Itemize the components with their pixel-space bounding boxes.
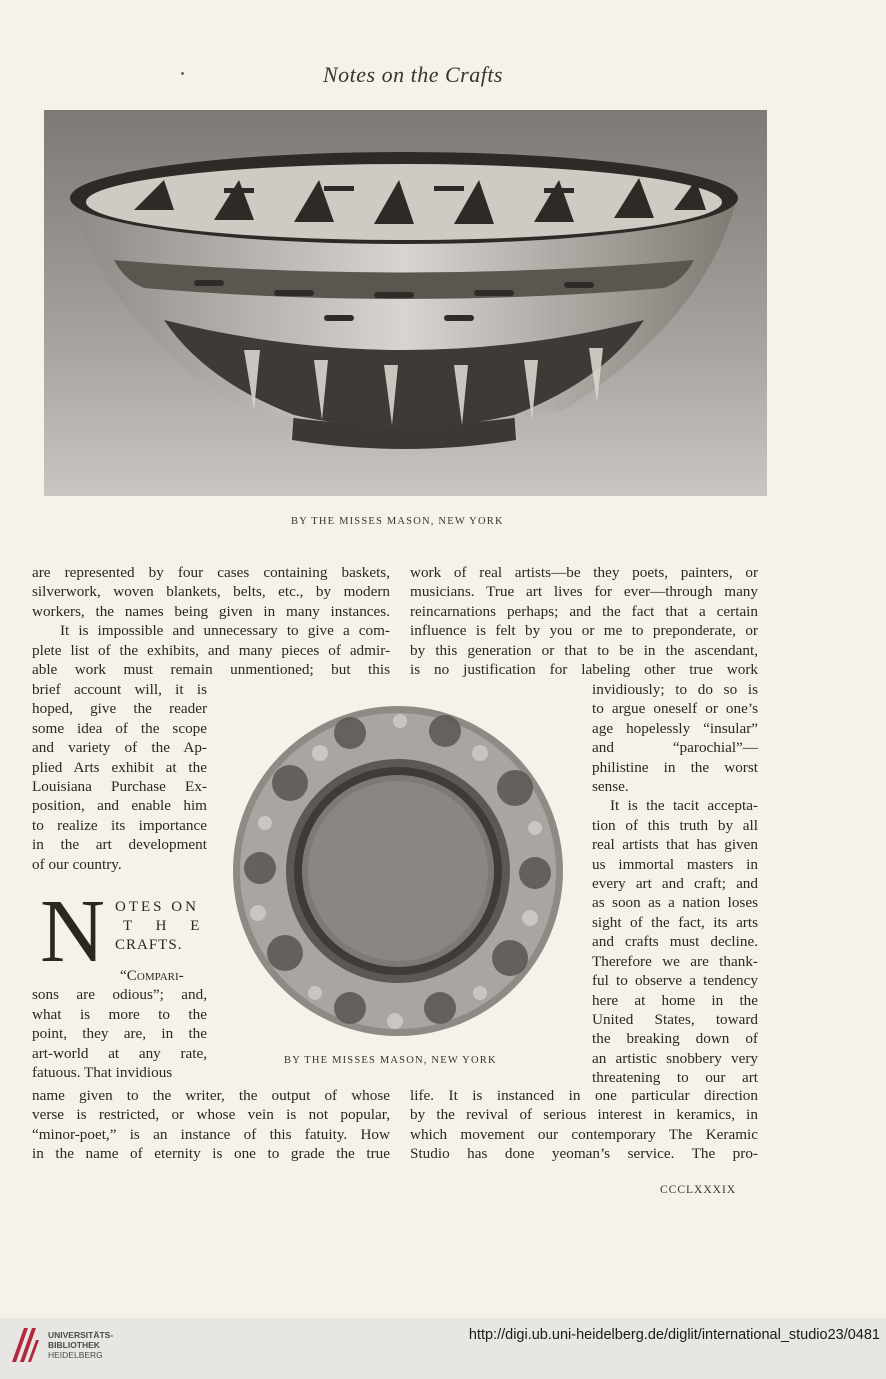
text-line: an artistic snobbery very bbox=[592, 1049, 758, 1067]
text-line: point, they are, in the bbox=[32, 1025, 207, 1043]
text-line: name given to the writer, the output of whose bbox=[32, 1087, 390, 1104]
text-line: the breaking down of bbox=[592, 1030, 758, 1048]
text-line: Therefore we are thank- bbox=[592, 952, 758, 970]
text-line: silverwork, woven blankets, belts, etc., by modern bbox=[32, 583, 390, 601]
text-line: influence is felt by you or me to preponderate, or bbox=[410, 622, 758, 640]
text-line: tion of this truth by all bbox=[592, 816, 758, 834]
text-line: art-world at any rate, bbox=[32, 1044, 207, 1062]
text-line: “Compari- bbox=[120, 967, 184, 984]
text-line: life. It is instanced in one particular direction bbox=[410, 1087, 758, 1104]
text-line: It is impossible and unnecessary to give a com- bbox=[60, 622, 390, 640]
text-line: to realize its importance bbox=[32, 816, 207, 834]
text-line: and crafts must decline. bbox=[592, 933, 758, 951]
source-url-link[interactable]: http://digi.ub.uni-heidelberg.de/diglit/international_studio23/0481 bbox=[468, 1327, 880, 1343]
logo-line: UNIVERSITÄTS- bbox=[48, 1330, 114, 1340]
page-number: CCCLXXXIX bbox=[660, 1184, 737, 1196]
text-line: by the revival of serious interest in keramics, in bbox=[410, 1106, 758, 1124]
left-column-after-heading bbox=[32, 966, 207, 1082]
text-line: United States, toward bbox=[592, 1010, 758, 1028]
library-logo-icon bbox=[10, 1324, 40, 1364]
library-logo-text bbox=[48, 1330, 113, 1360]
figure1-caption: BY THE MISSES MASON, NEW YORK bbox=[291, 516, 504, 527]
text-line: and “parochial”— bbox=[592, 739, 758, 757]
text-line: are represented by four cases containing baskets, bbox=[32, 564, 390, 581]
text-line: of our country. bbox=[32, 855, 122, 873]
text-line: philistine in the worst bbox=[592, 758, 758, 776]
text-line: to argue oneself or one’s bbox=[592, 700, 758, 718]
text-line: invidiously; to do so is bbox=[592, 681, 758, 698]
text-line: here at home in the bbox=[592, 991, 758, 1009]
text-line: by this generation or that to be in the ascendant, bbox=[410, 641, 758, 659]
text-line: as soon as a nation loses bbox=[592, 894, 758, 912]
section-heading bbox=[115, 898, 209, 955]
text-line: real artists that has given bbox=[592, 836, 758, 854]
text-line: Studio has done yeoman’s service. The pro- bbox=[410, 1145, 758, 1163]
text-line: sense. bbox=[592, 778, 629, 796]
heading-line: OTES ON bbox=[115, 899, 199, 915]
text-line: ful to observe a tendency bbox=[592, 972, 758, 990]
left-column-bottom bbox=[32, 1086, 390, 1164]
text-line: what is more to the bbox=[32, 1005, 207, 1023]
text-line: able work must remain unmentioned; but this bbox=[32, 661, 390, 679]
text-line: plied Arts exhibit at the bbox=[32, 758, 207, 776]
figure2-caption: BY THE MISSES MASON, NEW YORK bbox=[284, 1055, 497, 1066]
text-line: and variety of the Ap- bbox=[32, 739, 207, 757]
logo-line: HEIDELBERG bbox=[48, 1350, 103, 1360]
text-line: brief account will, it is bbox=[32, 681, 207, 698]
drop-cap: N bbox=[40, 882, 105, 981]
ornament-dot bbox=[181, 72, 184, 75]
text-line: in the name of eternity is one to grade the true bbox=[32, 1145, 390, 1163]
text-line: fatuous. That invidious bbox=[32, 1064, 173, 1082]
text-line: verse is restricted, or whose vein is not popular, bbox=[32, 1106, 390, 1124]
text-line: in the art development bbox=[32, 836, 207, 854]
running-head: Notes on the Crafts bbox=[322, 62, 503, 87]
logo-line: BIBLIOTHEK bbox=[48, 1340, 100, 1350]
left-column-top bbox=[32, 563, 390, 679]
heading-line: CRAFTS. bbox=[115, 937, 183, 953]
text-line: us immortal masters in bbox=[592, 855, 758, 873]
text-line: is no justification for labeling other true work bbox=[410, 661, 758, 679]
text-line: which movement our contemporary The Keramic bbox=[410, 1125, 758, 1143]
plate-photograph bbox=[230, 703, 566, 1039]
right-column-top bbox=[410, 563, 758, 679]
text-line: work of real artists—be they poets, painters, or bbox=[410, 564, 758, 581]
text-line: sight of the fact, its arts bbox=[592, 913, 758, 931]
text-line: It is the tacit accepta- bbox=[610, 797, 758, 815]
right-column-bottom bbox=[410, 1086, 758, 1164]
heading-line: T H E bbox=[123, 918, 210, 934]
text-line: threatening to our art bbox=[592, 1069, 758, 1087]
text-line: workers, the names being given in many instances. bbox=[32, 602, 390, 620]
text-line: some idea of the scope bbox=[32, 719, 207, 737]
text-line: Louisiana Purchase Ex- bbox=[32, 778, 207, 796]
text-line: “minor-poet,” is an instance of this fatuity. How bbox=[32, 1125, 390, 1143]
bowl-photograph bbox=[44, 110, 767, 496]
right-column-narrow bbox=[592, 680, 758, 1088]
text-line: hoped, give the reader bbox=[32, 700, 207, 718]
text-line: musicians. True art lives for ever—through many bbox=[410, 583, 758, 601]
text-line: plete list of the exhibits, and many pieces of admir- bbox=[32, 641, 390, 659]
text-line: every art and craft; and bbox=[592, 875, 758, 893]
text-line: position, and enable him bbox=[32, 797, 207, 815]
left-column-narrow bbox=[32, 680, 207, 874]
text-line: age hopelessly “insular” bbox=[592, 719, 758, 737]
text-line: sons are odious”; and, bbox=[32, 986, 207, 1004]
text-line: reincarnations perhaps; and the fact that a certain bbox=[410, 602, 758, 620]
